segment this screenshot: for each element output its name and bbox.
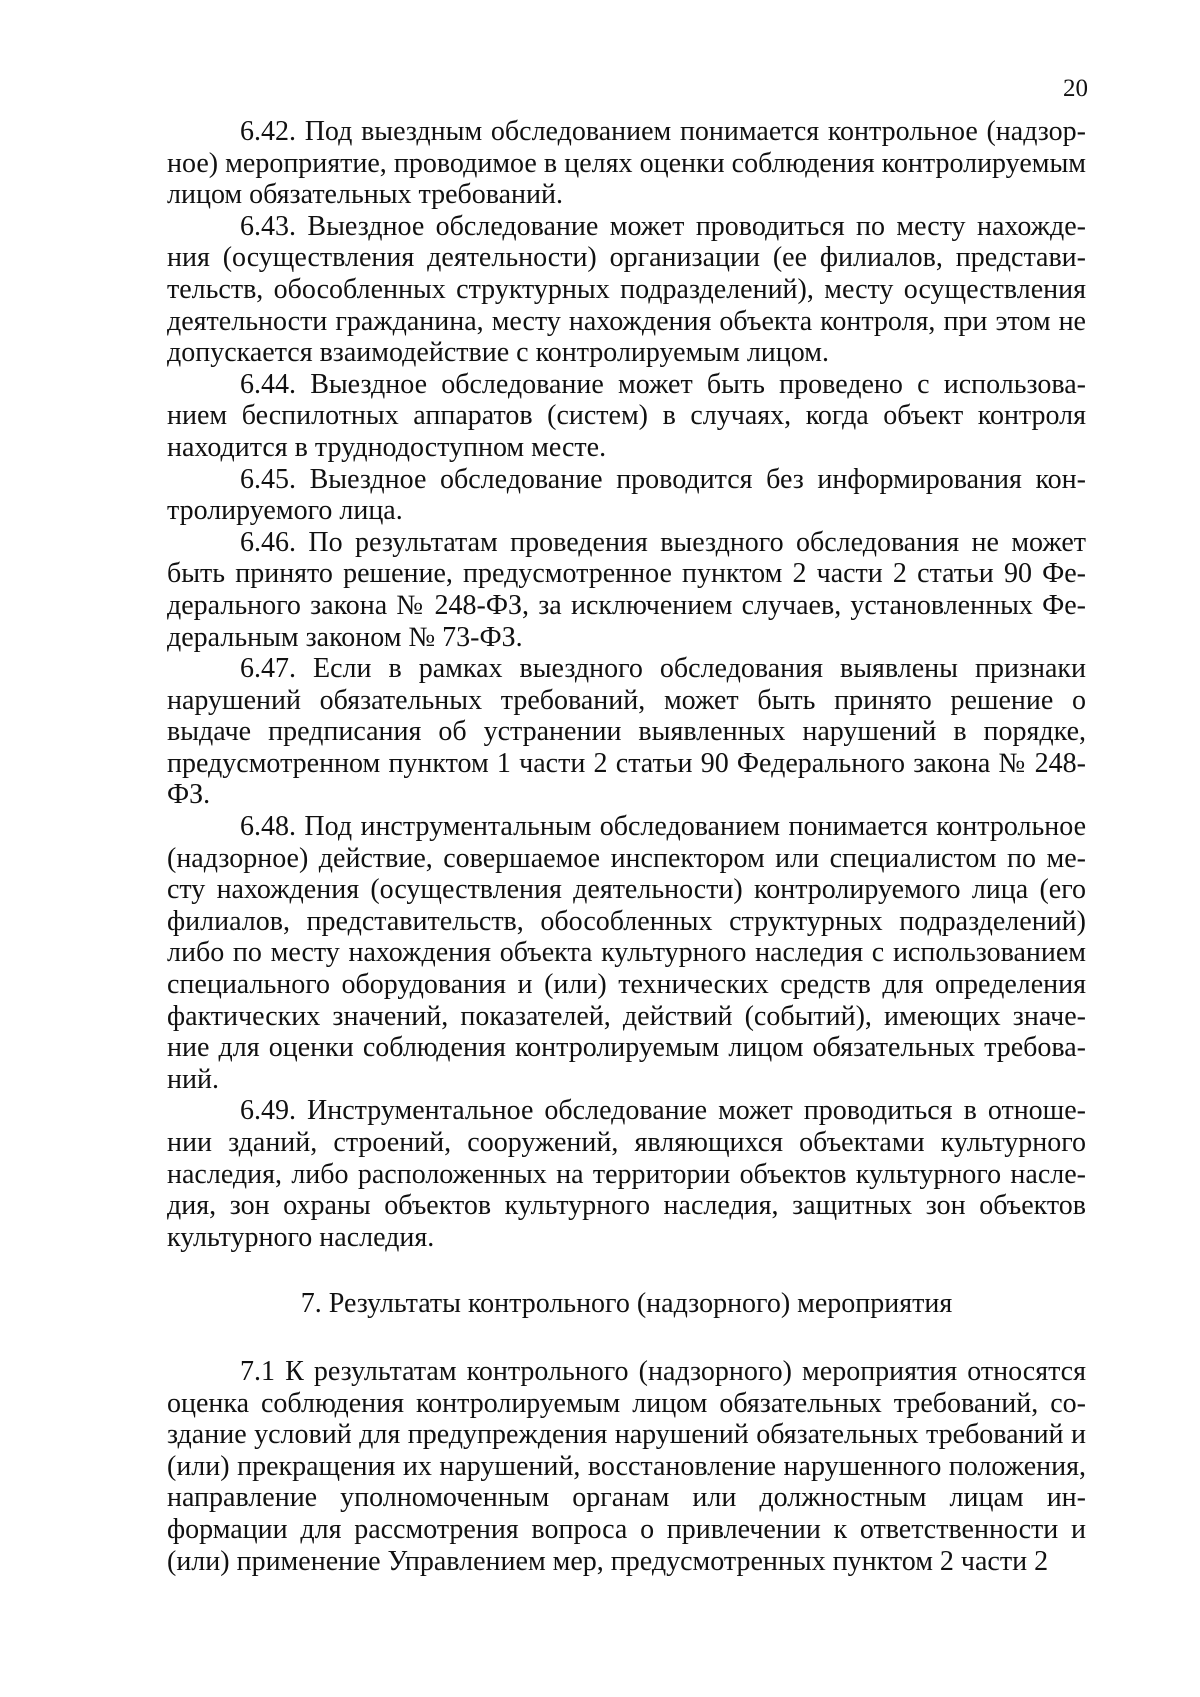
paragraph-6-43: 6.43. Выездное обследование может проводиться по месту нахождения (осуществления деятельности) организации (ее филиалов, представительств, обособленных структурных подразделений), месту осуществления деятельности гражданина, месту нахождения объекта контроля, при этом не допускается взаимодействие с контролируемым лицом. xyxy=(167,210,1086,369)
paragraph-6-44: 6.44. Выездное обследование может быть проведено с использованием беспилотных аппаратов (систем) в случаях, когда объект контроля находится в труднодоступном месте. xyxy=(167,368,1086,463)
paragraph-6-49: 6.49. Инструментальное обследование может проводиться в отношении зданий, строений, сооружений, являющихся объектами культурного наследия, либо расположенных на территории объектов культурного наследия, зон охраны объектов культурного наследия, защитных зон объектов культурного наследия. xyxy=(167,1095,1086,1253)
paragraph-6-46: 6.46. По результатам проведения выездного обследования не может быть принято решение, предусмотренное пунктом 2 части 2 статьи 90 Федерального закона № 248-ФЗ, за исключением случаев, установленных Федеральным законом № 73-ФЗ. xyxy=(167,526,1086,653)
paragraph-6-47: 6.47. Если в рамках выездного обследования выявлены признаки нарушений обязательных требований, может быть принято решение о выдаче предписания об устранении выявленных нарушений в порядке, предусмотренном пунктом 1 части 2 статьи 90 Федерального закона № 248-ФЗ. xyxy=(167,653,1086,811)
section-heading: 7. Результаты контрольного (надзорного) мероприятия xyxy=(300,1288,953,1320)
paragraph-6-45: 6.45. Выездное обследование проводится без информирования контролируемого лица. xyxy=(167,463,1086,527)
paragraph-7-1: 7.1 К результатам контрольного (надзорного) мероприятия относятся оценка соблюдения контролируемым лицом обязательных требований, создание условий для предупреждения нарушений обязательных требований и (или) прекращения их нарушений, восстановление нарушенного положения, направление уполномоченным органам или должностным лицам информации для рассмотрения вопроса о привлечении к ответственности и (или) применение Управлением мер, предусмотренных пунктом 2 части 2 xyxy=(167,1355,1086,1577)
paragraph-6-48: 6.48. Под инструментальным обследованием понимается контрольное (надзорное) действие, совершаемое инспектором или специалистом по месту нахождения (осуществления деятельности) контролируемого лица (его филиалов, представительств, обособленных структурных подразделений) либо по месту нахождения объекта культурного наследия с использованием специального оборудования и (или) технических средств для определения фактических значений, показателей, действий (событий), имеющих значение для оценки соблюдения контролируемым лицом обязательных требований. xyxy=(167,811,1086,1095)
paragraph-6-42: 6.42. Под выездным обследованием понимается контрольное (надзорное) мероприятие, проводимое в целях оценки соблюдения контролируемым лицом обязательных требований. xyxy=(167,116,1086,211)
page-number: 20 xyxy=(1063,75,1088,102)
document-body xyxy=(167,116,1086,1577)
